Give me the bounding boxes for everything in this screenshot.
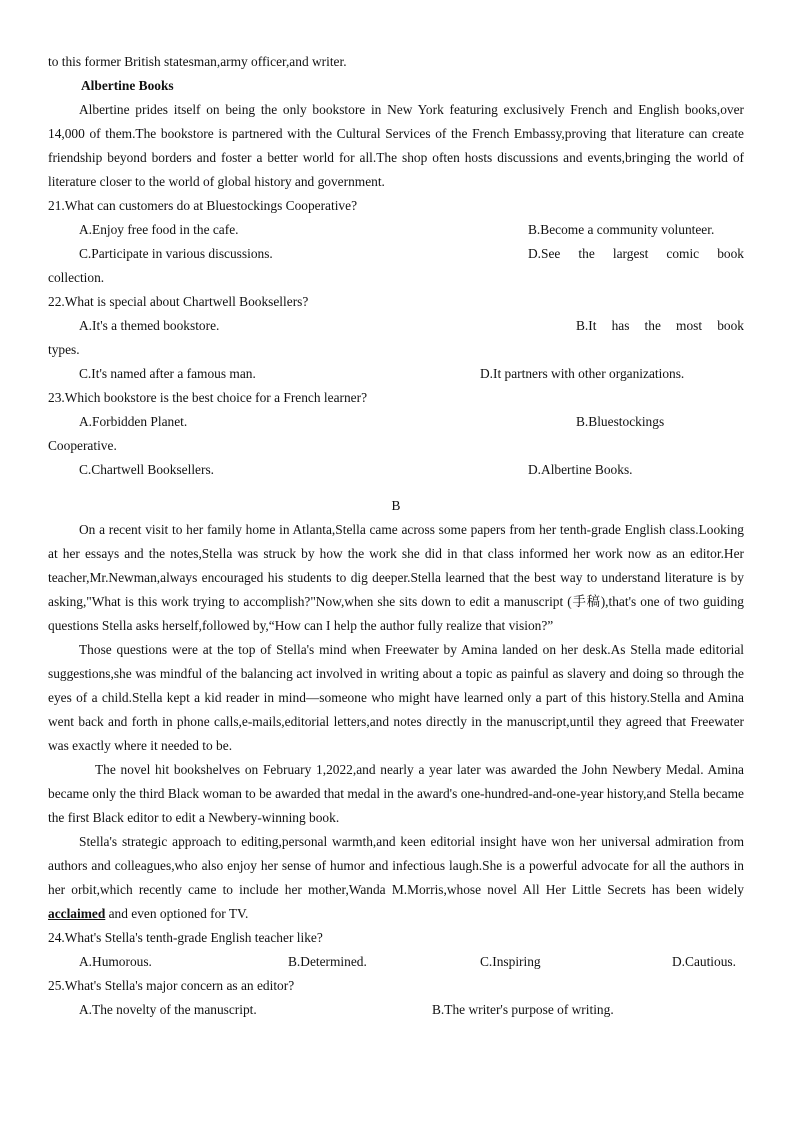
q22-option-d: D.It partners with other organizations.	[480, 366, 685, 381]
q23-option-b: B.Bluestockings	[576, 414, 665, 429]
q25-row-ab	[48, 998, 744, 1022]
q23-option-b-continued: Cooperative.	[48, 438, 117, 453]
q24-row	[48, 950, 744, 974]
q24-option-b: B.Determined.	[288, 954, 367, 969]
q22-option-c: C.It's named after a famous man.	[79, 366, 256, 381]
q25-option-a: A.The novelty of the manuscript.	[79, 1002, 257, 1017]
question-22: 22.What is special about Chartwell Booksellers?	[48, 294, 309, 309]
q23-row-ab	[48, 410, 744, 434]
question-21: 21.What can customers do at Bluestockings Cooperative?	[48, 198, 358, 213]
q21-option-b: B.Become a community volunteer.	[528, 222, 715, 237]
section-b-paragraph-2: Those questions were at the top of Stella's mind when Freewater by Amina landed on her desk.As Stella made editorial suggestions,she was mindful of the balancing act involved in writing about a topic as painful as slavery and doing so through the eyes of a child.Stella kept a kid reader in mind—someone who might have learned only a part of this history.Stella and Amina went back and forth in phone calls,e-mails,editorial letters,and notes directly in the manuscript,until they agreed that Freewater was exactly where it needed to be.	[48, 642, 744, 753]
q24-option-c: C.Inspiring	[480, 954, 541, 969]
q21-option-a: A.Enjoy free food in the cafe.	[79, 222, 239, 237]
section-b-paragraph-4	[48, 830, 744, 926]
q22-option-b: B.It has the most book	[576, 318, 744, 333]
q25-option-b: B.The writer's purpose of writing.	[432, 1002, 614, 1017]
q21-row-cd	[48, 242, 744, 266]
continued-line: to this former British statesman,army officer,and writer.	[48, 54, 347, 69]
q21-option-d-continued: collection.	[48, 270, 105, 285]
q21-row-ab	[48, 218, 744, 242]
paragraph-4-text-before: Stella's strategic approach to editing,personal warmth,and keen editorial insight have won her universal admiration from authors and colleagues,who also enjoy her sense of humor and infectious laugh.She is a powerful advocate for all the authors in her orbit,which recently came to include her mother,Wanda M.Morris,whose novel All Her Little Secrets has been widely	[48, 834, 744, 897]
q23-option-a: A.Forbidden Planet.	[79, 414, 188, 429]
question-23: 23.Which bookstore is the best choice for a French learner?	[48, 390, 368, 405]
q23-option-c: C.Chartwell Booksellers.	[79, 462, 215, 477]
q22-option-b-continued: types.	[48, 342, 80, 357]
q23-row-cd	[48, 458, 744, 482]
q22-row-cd	[48, 362, 744, 386]
q24-option-a: A.Humorous.	[79, 954, 152, 969]
albertine-heading: Albertine Books	[81, 78, 174, 93]
q21-option-d: D.See the largest comic book	[528, 246, 744, 261]
section-b-paragraph-3: The novel hit bookshelves on February 1,2022,and nearly a year later was awarded the John Newbery Medal. Amina became only the third Black woman to be awarded that medal in the award's one-hundred-and-one-year history,and Stella became the first Black editor to edit a Newbery-winning book.	[48, 762, 744, 825]
underlined-word: acclaimed	[48, 906, 106, 921]
question-24: 24.What's Stella's tenth-grade English teacher like?	[48, 930, 323, 945]
question-25: 25.What's Stella's major concern as an editor?	[48, 978, 295, 993]
paragraph-4-text-after: and even optioned for TV.	[105, 906, 249, 921]
q22-option-a: A.It's a themed bookstore.	[79, 318, 220, 333]
albertine-paragraph: Albertine prides itself on being the only bookstore in New York featuring exclusively French and English books,over 14,000 of them.The bookstore is partnered with the Cultural Services of the French Embassy,proving that literature can create friendship beyond borders and foster a better world for all.The shop often hosts discussions and events,bringing the world of literature closer to the world of global history and government.	[48, 102, 744, 189]
section-b-paragraph-1: On a recent visit to her family home in Atlanta,Stella came across some papers from her tenth-grade English class.Looking at her essays and the notes,Stella was struck by how the work she did in that class informed her work now as an editor.Her teacher,Mr.Newman,always encouraged his students to dig deeper.Stella learned that the best way to understand literature is by asking,"What is this work trying to accomplish?"Now,when she sits down to edit a manuscript (手稿),that's one of two guiding questions Stella asks herself,followed by,“How can I help the author fully realize that vision?”	[48, 522, 744, 633]
section-b-label: B	[391, 498, 401, 513]
document-page	[48, 50, 744, 1022]
q22-row-ab	[48, 314, 744, 338]
q21-option-c: C.Participate in various discussions.	[79, 246, 273, 261]
q23-option-d: D.Albertine Books.	[528, 462, 633, 477]
q24-option-d: D.Cautious.	[672, 954, 736, 969]
